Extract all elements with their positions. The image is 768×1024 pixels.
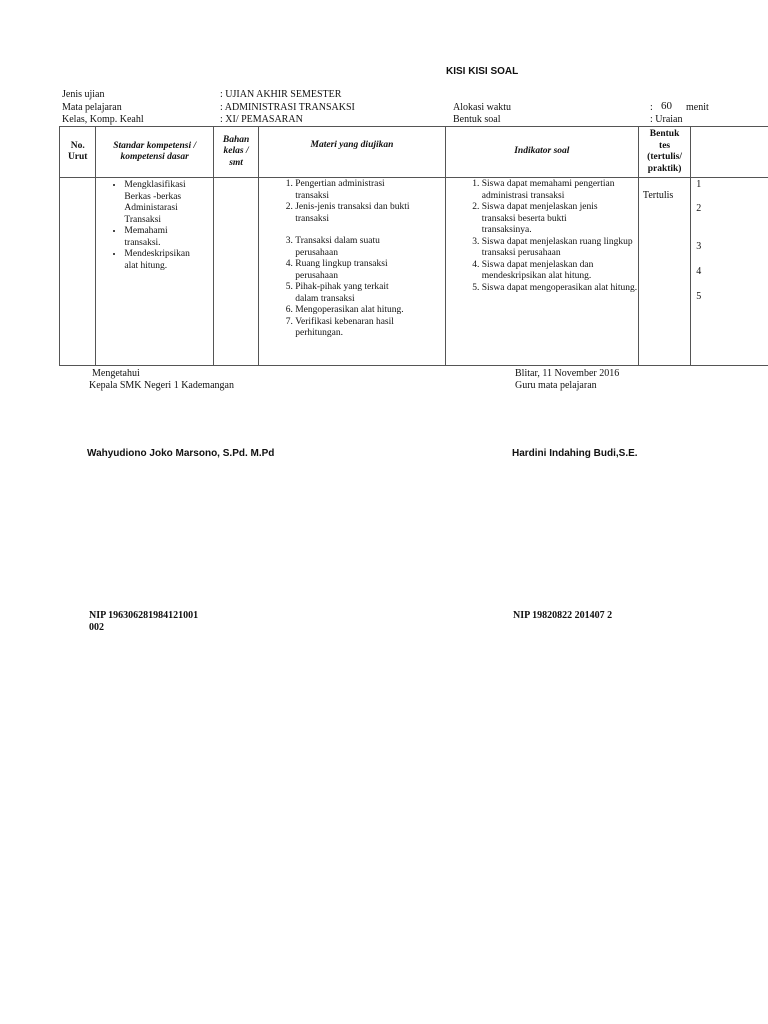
header-row — [60, 127, 768, 178]
indikator-item: 3. Siswa dapat menjelaskan ruang lingkup transaksi perusahaan — [482, 237, 638, 260]
indikator-item: 4. Siswa dapat menjelaskan dan mendeskripsikan alat hitung. — [482, 260, 638, 283]
kelas-value: : XI/ PEMASARAN — [220, 114, 303, 125]
jenis-ujian-value: : UJIAN AKHIR SEMESTER — [220, 89, 342, 100]
bentuk-soal-label: Bentuk soal — [453, 114, 501, 125]
kelas-label: Kelas, Komp. Keahl — [62, 114, 144, 125]
header-bentuk-line1: Bentuk — [649, 129, 680, 139]
header-bahan-kelas — [213, 127, 258, 178]
cell-indikator — [445, 178, 638, 366]
kepala-sekolah-nip-line2: 002 — [89, 621, 104, 633]
materi-item: 5. Pihak-pihak yang terkait dalam transaksi — [295, 282, 445, 305]
cell-standar-kompetensi — [96, 178, 214, 366]
header-sk-line2: kompetensi dasar — [120, 152, 189, 162]
header-no-line1: No. — [70, 140, 85, 151]
materi-spacer — [295, 225, 445, 236]
header-no — [60, 127, 96, 178]
alokasi-waktu-colon: : — [650, 102, 653, 113]
header-bentuk-line4: praktik) — [647, 163, 682, 174]
kepala-sekolah-nip-line1: NIP 196306281984121001 — [89, 610, 199, 621]
cell-nomor-soal — [691, 178, 768, 366]
nomor-soal: 1 — [696, 179, 702, 190]
cell-bentuk-tes — [638, 178, 690, 366]
kepala-sekolah-nip — [89, 610, 198, 633]
materi-item: 3. Transaksi dalam suatu perusahaan — [295, 236, 445, 259]
cell-no-urut — [60, 178, 96, 366]
kepala-sekolah-label: Kepala SMK Negeri 1 Kademangan — [89, 380, 234, 391]
guru-nip: NIP 19820822 201407 2 — [513, 610, 613, 621]
header-indikator-text: Indikator soal — [514, 146, 570, 157]
materi-item: 7. Verifikasi kebenaran hasil perhitungan. — [295, 317, 445, 340]
header-bentuk-line2: tes — [659, 140, 671, 151]
header-bahan-line2: kelas / — [223, 146, 249, 157]
mata-pelajaran-value: : ADMINISTRASI TRANSAKSI — [220, 102, 355, 113]
bentuk-soal-value: : Uraian — [650, 114, 683, 125]
alokasi-waktu-unit: menit — [686, 102, 709, 113]
nomor-soal: 3 — [696, 241, 702, 252]
guru-label: Guru mata pelajaran — [515, 380, 597, 391]
nomor-soal: 5 — [696, 291, 702, 302]
cell-bahan-kelas — [213, 178, 258, 366]
standar-item: • Mendeskripsikan alat hitung. — [124, 249, 213, 272]
bentuk-tes-value: Tertulis — [642, 190, 674, 201]
materi-list — [259, 179, 445, 340]
materi-item: 6. Mengoperasikan alat hitung. — [295, 305, 445, 317]
header-materi-text: Materi yang diujikan — [310, 140, 394, 150]
nomor-soal: 4 — [696, 266, 702, 277]
header-bahan-line1: Bahan — [222, 134, 250, 145]
cell-materi — [259, 178, 446, 366]
indikator-item: 1. Siswa dapat memahami pengertian administrasi transaksi — [482, 179, 638, 202]
standar-list — [96, 180, 213, 272]
alokasi-waktu-value: 60 — [661, 100, 672, 112]
materi-item: 1. Pengertian administrasi transaksi — [295, 179, 445, 202]
indikator-list — [446, 179, 638, 294]
nomor-soal: 2 — [696, 203, 702, 214]
header-no-line2: Urut — [67, 152, 88, 162]
header-sk-line1: Standar kompetensi / — [113, 140, 197, 151]
document-title: KISI KISI SOAL — [446, 66, 519, 77]
place-date: Blitar, 11 November 2016 — [515, 368, 620, 379]
indikator-item: 2. Siswa dapat menjelaskan jenis transaksi beserta bukti transaksinya. — [482, 202, 638, 237]
materi-item: 2. Jenis-jenis transaksi dan bukti transaksi — [295, 202, 445, 225]
guru-name: Hardini Indahing Budi,S.E. — [512, 448, 638, 459]
mengetahui-label: Mengetahui — [92, 368, 140, 379]
kepala-sekolah-name: Wahyudiono Joko Marsono, S.Pd. M.Pd — [87, 448, 275, 459]
jenis-ujian-label: Jenis ujian — [62, 89, 105, 100]
header-materi — [259, 127, 446, 178]
mata-pelajaran-label: Mata pelajaran — [62, 102, 122, 113]
header-bentuk-line3: (tertulis/ — [647, 152, 682, 162]
header-indikator — [445, 127, 638, 178]
kisi-kisi-table — [59, 126, 768, 366]
alokasi-waktu-label: Alokasi waktu — [453, 102, 512, 113]
content-row — [60, 178, 768, 366]
header-bahan-line3: smt — [229, 157, 243, 168]
standar-item: • Mengklasifikasi Berkas -berkas Administarasi Transaksi — [124, 180, 213, 226]
header-nomor-soal — [691, 127, 768, 178]
header-standar-kompetensi — [96, 127, 214, 178]
standar-item: • Memahami transaksi. — [124, 226, 213, 249]
indikator-item: 5. Siswa dapat mengoperasikan alat hitung. — [482, 283, 638, 295]
header-bentuk-tes — [638, 127, 690, 178]
materi-item: 4. Ruang lingkup transaksi perusahaan — [295, 259, 445, 282]
